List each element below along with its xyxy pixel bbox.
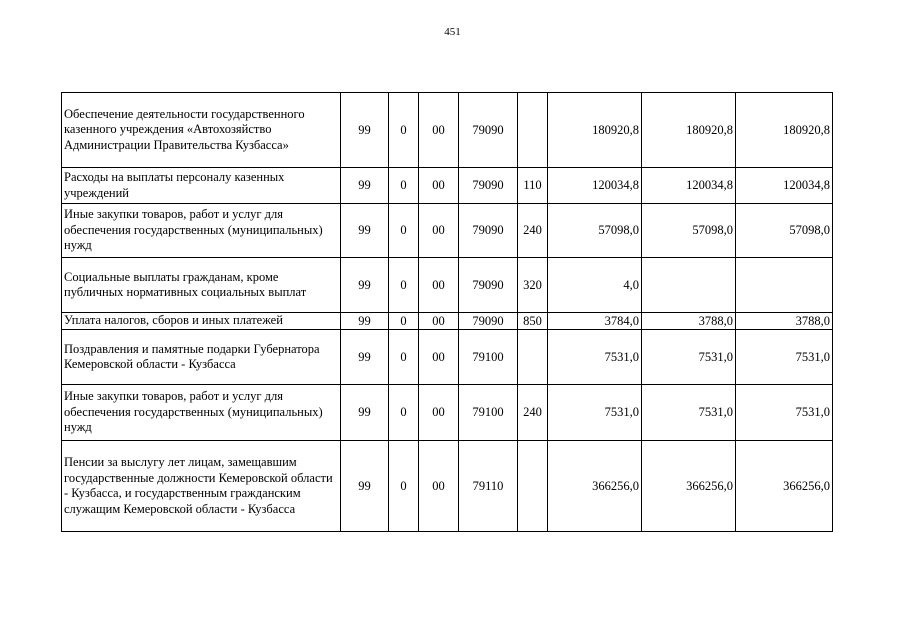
target-code: 79090 [459, 204, 518, 258]
amount-year3: 180920,8 [736, 93, 833, 168]
table-row [62, 441, 833, 532]
subsection-code: 0 [389, 93, 419, 168]
section-code: 99 [341, 313, 389, 330]
table-row [62, 204, 833, 258]
amount-year3: 7531,0 [736, 330, 833, 385]
program-code: 00 [419, 204, 459, 258]
amount-year3: 3788,0 [736, 313, 833, 330]
subsection-code: 0 [389, 258, 419, 313]
budget-table [61, 92, 833, 532]
amount-year1: 4,0 [548, 258, 642, 313]
subsection-code: 0 [389, 168, 419, 204]
amount-year2: 7531,0 [642, 330, 736, 385]
row-description: Обеспечение деятельности государственного казенного учреждения «Автохозяйство Администрации Правительства Кузбасса» [62, 93, 341, 168]
program-code: 00 [419, 330, 459, 385]
target-code: 79090 [459, 93, 518, 168]
page-number: 451 [444, 26, 461, 38]
subsection-code: 0 [389, 441, 419, 532]
amount-year1: 366256,0 [548, 441, 642, 532]
amount-year2: 366256,0 [642, 441, 736, 532]
amount-year3 [736, 258, 833, 313]
program-code: 00 [419, 385, 459, 441]
section-code: 99 [341, 330, 389, 385]
target-code: 79090 [459, 168, 518, 204]
program-code: 00 [419, 168, 459, 204]
amount-year2 [642, 258, 736, 313]
expense-type-code: 850 [518, 313, 548, 330]
row-description: Социальные выплаты гражданам, кроме публичных нормативных социальных выплат [62, 258, 341, 313]
program-code: 00 [419, 258, 459, 313]
subsection-code: 0 [389, 330, 419, 385]
program-code: 00 [419, 93, 459, 168]
section-code: 99 [341, 441, 389, 532]
amount-year3: 7531,0 [736, 385, 833, 441]
row-description: Пенсии за выслугу лет лицам, замещавшим государственные должности Кемеровской области - Кузбасса, и государственным гражданским служащим Кемеровской области - Кузбасса [62, 441, 341, 532]
amount-year2: 7531,0 [642, 385, 736, 441]
expense-type-code [518, 441, 548, 532]
program-code: 00 [419, 441, 459, 532]
subsection-code: 0 [389, 385, 419, 441]
subsection-code: 0 [389, 313, 419, 330]
section-code: 99 [341, 168, 389, 204]
row-description: Расходы на выплаты персоналу казенных учреждений [62, 168, 341, 204]
amount-year3: 366256,0 [736, 441, 833, 532]
amount-year1: 3784,0 [548, 313, 642, 330]
target-code: 79090 [459, 313, 518, 330]
table-row [62, 313, 833, 330]
subsection-code: 0 [389, 204, 419, 258]
target-code: 79100 [459, 330, 518, 385]
program-code: 00 [419, 313, 459, 330]
amount-year2: 57098,0 [642, 204, 736, 258]
amount-year2: 180920,8 [642, 93, 736, 168]
amount-year2: 120034,8 [642, 168, 736, 204]
section-code: 99 [341, 93, 389, 168]
amount-year3: 57098,0 [736, 204, 833, 258]
expense-type-code: 240 [518, 204, 548, 258]
expense-type-code: 240 [518, 385, 548, 441]
table-row [62, 258, 833, 313]
amount-year1: 120034,8 [548, 168, 642, 204]
amount-year1: 7531,0 [548, 385, 642, 441]
target-code: 79100 [459, 385, 518, 441]
row-description: Иные закупки товаров, работ и услуг для обеспечения государственных (муниципальных) нужд [62, 204, 341, 258]
section-code: 99 [341, 385, 389, 441]
section-code: 99 [341, 258, 389, 313]
expense-type-code: 320 [518, 258, 548, 313]
expense-type-code [518, 330, 548, 385]
table-row [62, 93, 833, 168]
row-description: Уплата налогов, сборов и иных платежей [62, 313, 341, 330]
row-description: Поздравления и памятные подарки Губернатора Кемеровской области - Кузбасса [62, 330, 341, 385]
amount-year1: 7531,0 [548, 330, 642, 385]
expense-type-code [518, 93, 548, 168]
amount-year2: 3788,0 [642, 313, 736, 330]
target-code: 79110 [459, 441, 518, 532]
row-description: Иные закупки товаров, работ и услуг для обеспечения государственных (муниципальных) нужд [62, 385, 341, 441]
table-row [62, 385, 833, 441]
section-code: 99 [341, 204, 389, 258]
table-row [62, 168, 833, 204]
amount-year3: 120034,8 [736, 168, 833, 204]
amount-year1: 180920,8 [548, 93, 642, 168]
target-code: 79090 [459, 258, 518, 313]
table-row [62, 330, 833, 385]
amount-year1: 57098,0 [548, 204, 642, 258]
expense-type-code: 110 [518, 168, 548, 204]
